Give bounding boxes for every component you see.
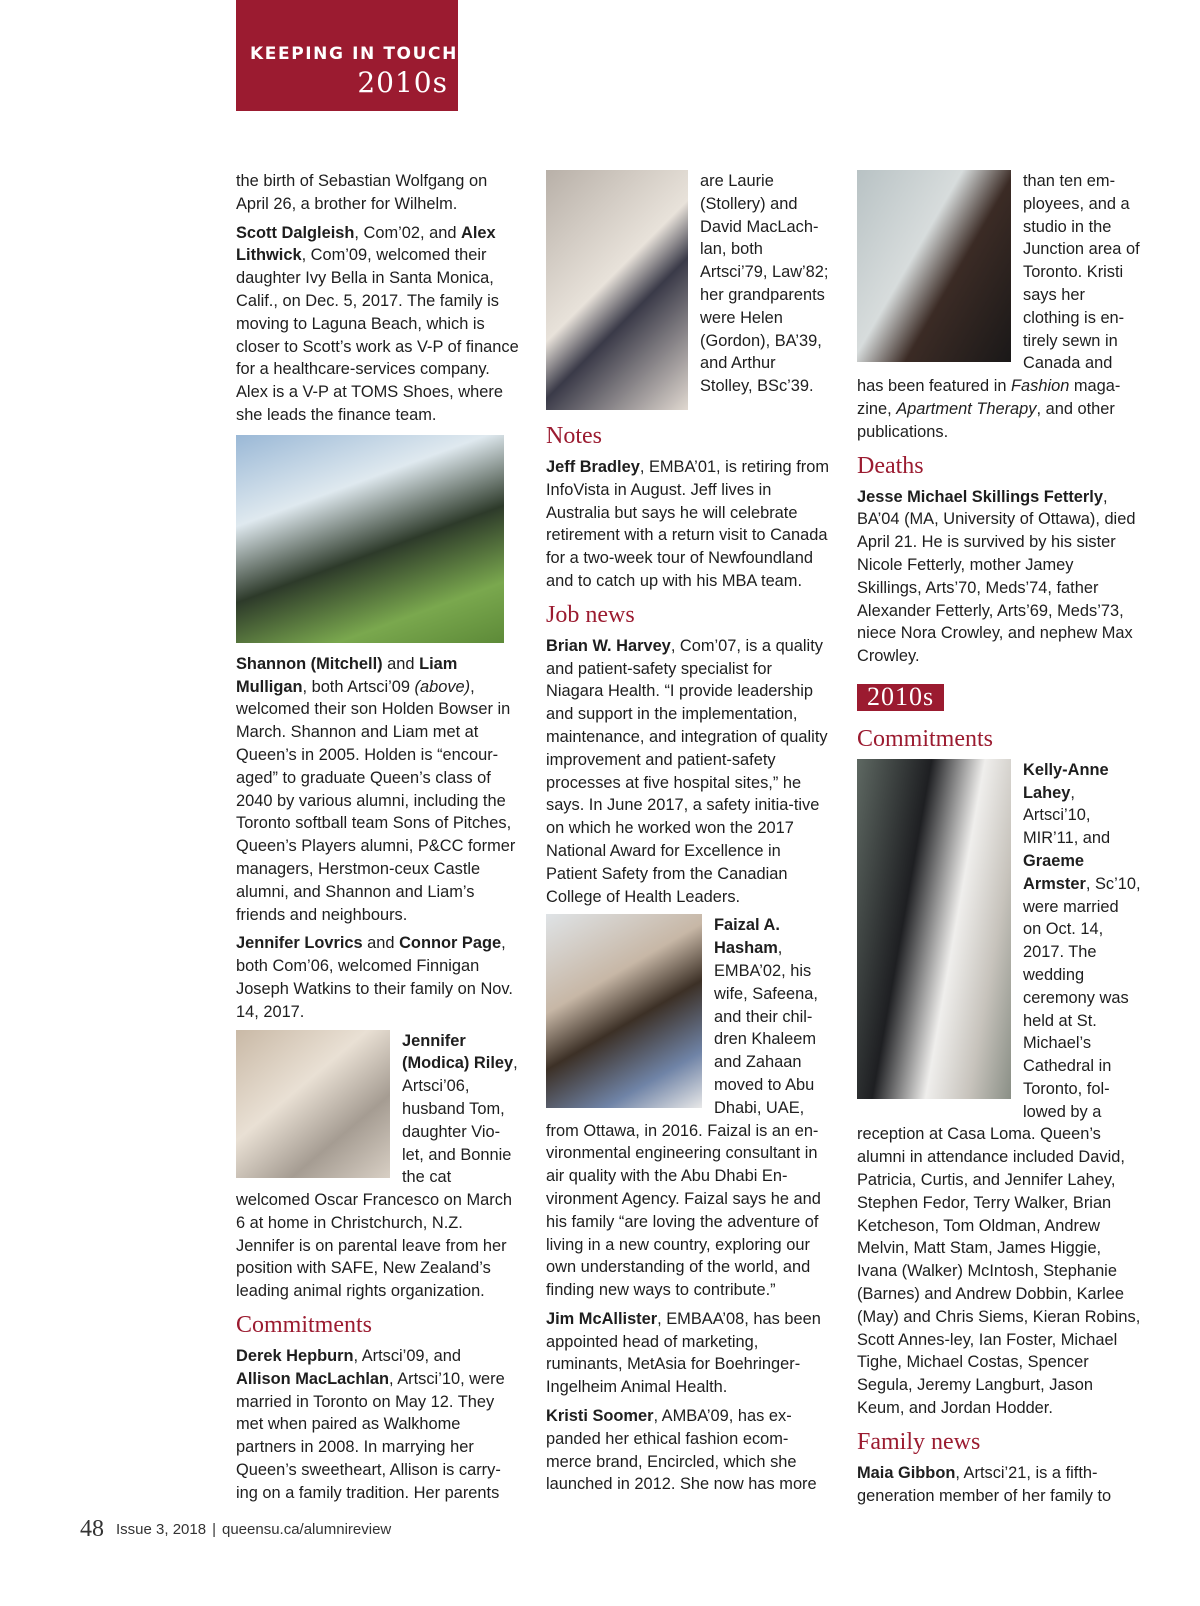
paragraph: the birth of Sebastian Wolfgang on April 26, a brother for Wilhelm. [236, 172, 488, 213]
paragraph: Faizal A. Hasham, EMBA’02, his wife, Safeena, and their chil-dren Khaleem and Zahaan moved to Abu Dhabi, UAE, from Ottawa, in 2016. Faizal is an en-vironmental engineering consultant in air quality with the Abu Dhabi En-vironment Agency. Faizal says he and his family “are loving the adventure of living in a new country, exploring our own understanding of the world, and finding new ways to contribute.” [546, 916, 821, 1300]
paragraph: Jennifer Lovrics and Connor Page, both Com’06, welcomed Finnigan Joseph Watkins to their family on Nov. 14, 2017. [236, 934, 513, 1021]
section-heading-commitments: Commitments [857, 725, 994, 752]
paragraph: Scott Dalgleish, Com’02, and Alex Lithwick, Com’09, welcomed their daughter Ivy Bella in Santa Monica, Calif., on Dec. 5, 2017. The family is moving to Laguna Beach, which is closer to Scott’s work as V-P of finance for a healthcare-services company. Alex is a V-P at TOMS Shoes, where she leads the finance team. [236, 223, 519, 424]
section-heading-job-news: Job news [546, 601, 635, 628]
section-kicker: KEEPING IN TOUCH [250, 44, 458, 64]
paragraph: Jeff Bradley, EMBA’01, is retiring from InfoVista in August. Jeff lives in Australia but says he will celebrate retirement with a return visit to Canada for a two-week tour of Newfoundland and to catch up with his MBA team. [546, 458, 829, 590]
section-decade: 2010s [357, 66, 448, 99]
column-2 [546, 170, 830, 1502]
section-heading-notes: Notes [546, 423, 602, 449]
paragraph: Jesse Michael Skillings Fetterly, BA’04 (MA, University of Ottawa), died April 21. He is survived by his sister Nicole Fetterly, mother Jamey Skillings, Arts’70, Meds’74, father Alexander Fetterly, Arts’69, Meds’73, niece Nora Crowley, and nephew Max Crowley. [857, 487, 1136, 666]
paragraph: Derek Hepburn, Artsci’09, and Allison MacLachlan, Artsci’10, were married in Toronto on May 12. They met when paired as Walkhome partners in 2008. In marrying her Queen’s sweetheart, Allison is carry-ing on a family tradition. Her parents [236, 1347, 505, 1502]
footer-separator: | [212, 1521, 216, 1538]
site-url: queensu.ca/alumnireview [221, 1521, 392, 1538]
paragraph: Shannon (Mitchell) and Liam Mulligan, both Artsci’09 (above), welcomed their son Holden Bowser in March. Shannon and Liam met at Queen’s in 2005. Holden is “encour-aged” to graduate Queen’s class of 2040 by various alumni, including the Toronto softball team Sons of Pitches, Queen’s Players alumni, P&CC former managers, Herstmon-ceux Castle alumni, and Shannon and Liam’s friends and neighbours. [236, 654, 516, 924]
section-header [236, 0, 458, 111]
section-heading-deaths: Deaths [857, 452, 924, 479]
paragraph: Jim McAllister, EMBAA’08, has been appointed head of marketing, ruminants, MetAsia for Boehringer-Ingelheim Animal Health. [546, 1309, 821, 1397]
issue-label: Issue 3, 2018 [116, 1521, 207, 1538]
page-footer [80, 1516, 391, 1543]
column-1 [236, 170, 520, 1511]
column-3 [857, 170, 1141, 1513]
paragraph: Jennifer (Modica) Riley, Artsci’06, husband Tom, daughter Vio-let, and Bonnie the cat welcomed Oscar Francesco on March 6 at home in Christchurch, N.Z. Jennifer is on parental leave from her position with SAFE, New Zealand’s leading animal rights organization. [236, 1031, 518, 1301]
portrait-photo [857, 170, 1011, 362]
paragraph: Maia Gibbon, Artsci’21, is a fifth-generation member of her family to [857, 1463, 1112, 1505]
family-photo [236, 435, 504, 643]
baby-photo [236, 1030, 390, 1178]
paragraph: Kelly-Anne Lahey, Artsci’10, MIR’11, and Graeme Armster, Sc’10, were married on Oct. 14, 2017. The wedding ceremony was held at St. Michael’s Cathedral in Toronto, fol-lowed by a reception at Casa Loma. Queen’s alumni in attendance included David, Patricia, Curtis, and Jennifer Lahey, Stephen Fedor, Terry Walker, Brian Ketcheson, Tom Oldman, Andrew Melvin, Matt Stam, James Higgie, Ivana (Walker) McIntosh, Stephanie (Barnes) and Andrew Dobbin, Karlee (May) and Chris Siems, Kieran Robins, Scott Annes-ley, Ian Foster, Michael Tighe, Michael Costas, Spencer Segula, Jeremy Langburt, Jason Keum, and Jordan Hodder. [857, 760, 1141, 1418]
paragraph: are Laurie (Stollery) and David MacLach-lan, both Artsci’79, Law’82; her grandparents were Helen (Gordon), BA’39, and Arthur Stolley, BSc’39. [546, 170, 830, 398]
section-heading-family-news: Family news [857, 1428, 981, 1455]
paragraph: Brian W. Harvey, Com’07, is a quality and patient-safety specialist for Niagara Health. “I provide leadership and support in the implementation, maintenance, and integration of quality improvement and patient-safety processes at five hospital sites,” he says. In June 2017, a safety initia-tive on which he worked won the 2017 National Award for Excellence in Patient Safety from the Canadian College of Health Leaders. [546, 636, 828, 906]
hasham-family-photo [546, 914, 702, 1108]
wedding-photo [857, 759, 1011, 1099]
page-number: 48 [80, 1516, 104, 1542]
decade-chip: 2010s [857, 684, 944, 711]
section-heading-commitments: Commitments [236, 1312, 373, 1339]
couple-photo [546, 170, 688, 410]
paragraph: Kristi Soomer, AMBA’09, has ex-panded her ethical fashion ecom-merce brand, Encircled, which she launched in 2012. She now has more [546, 1407, 817, 1494]
paragraph: than ten em-ployees, and a studio in the Junction area of Toronto. Kristi says her clothing is en-tirely sewn in Canada and has been featured in Fashion maga-zine, Apartment Therapy, and other publications. [857, 172, 1140, 441]
